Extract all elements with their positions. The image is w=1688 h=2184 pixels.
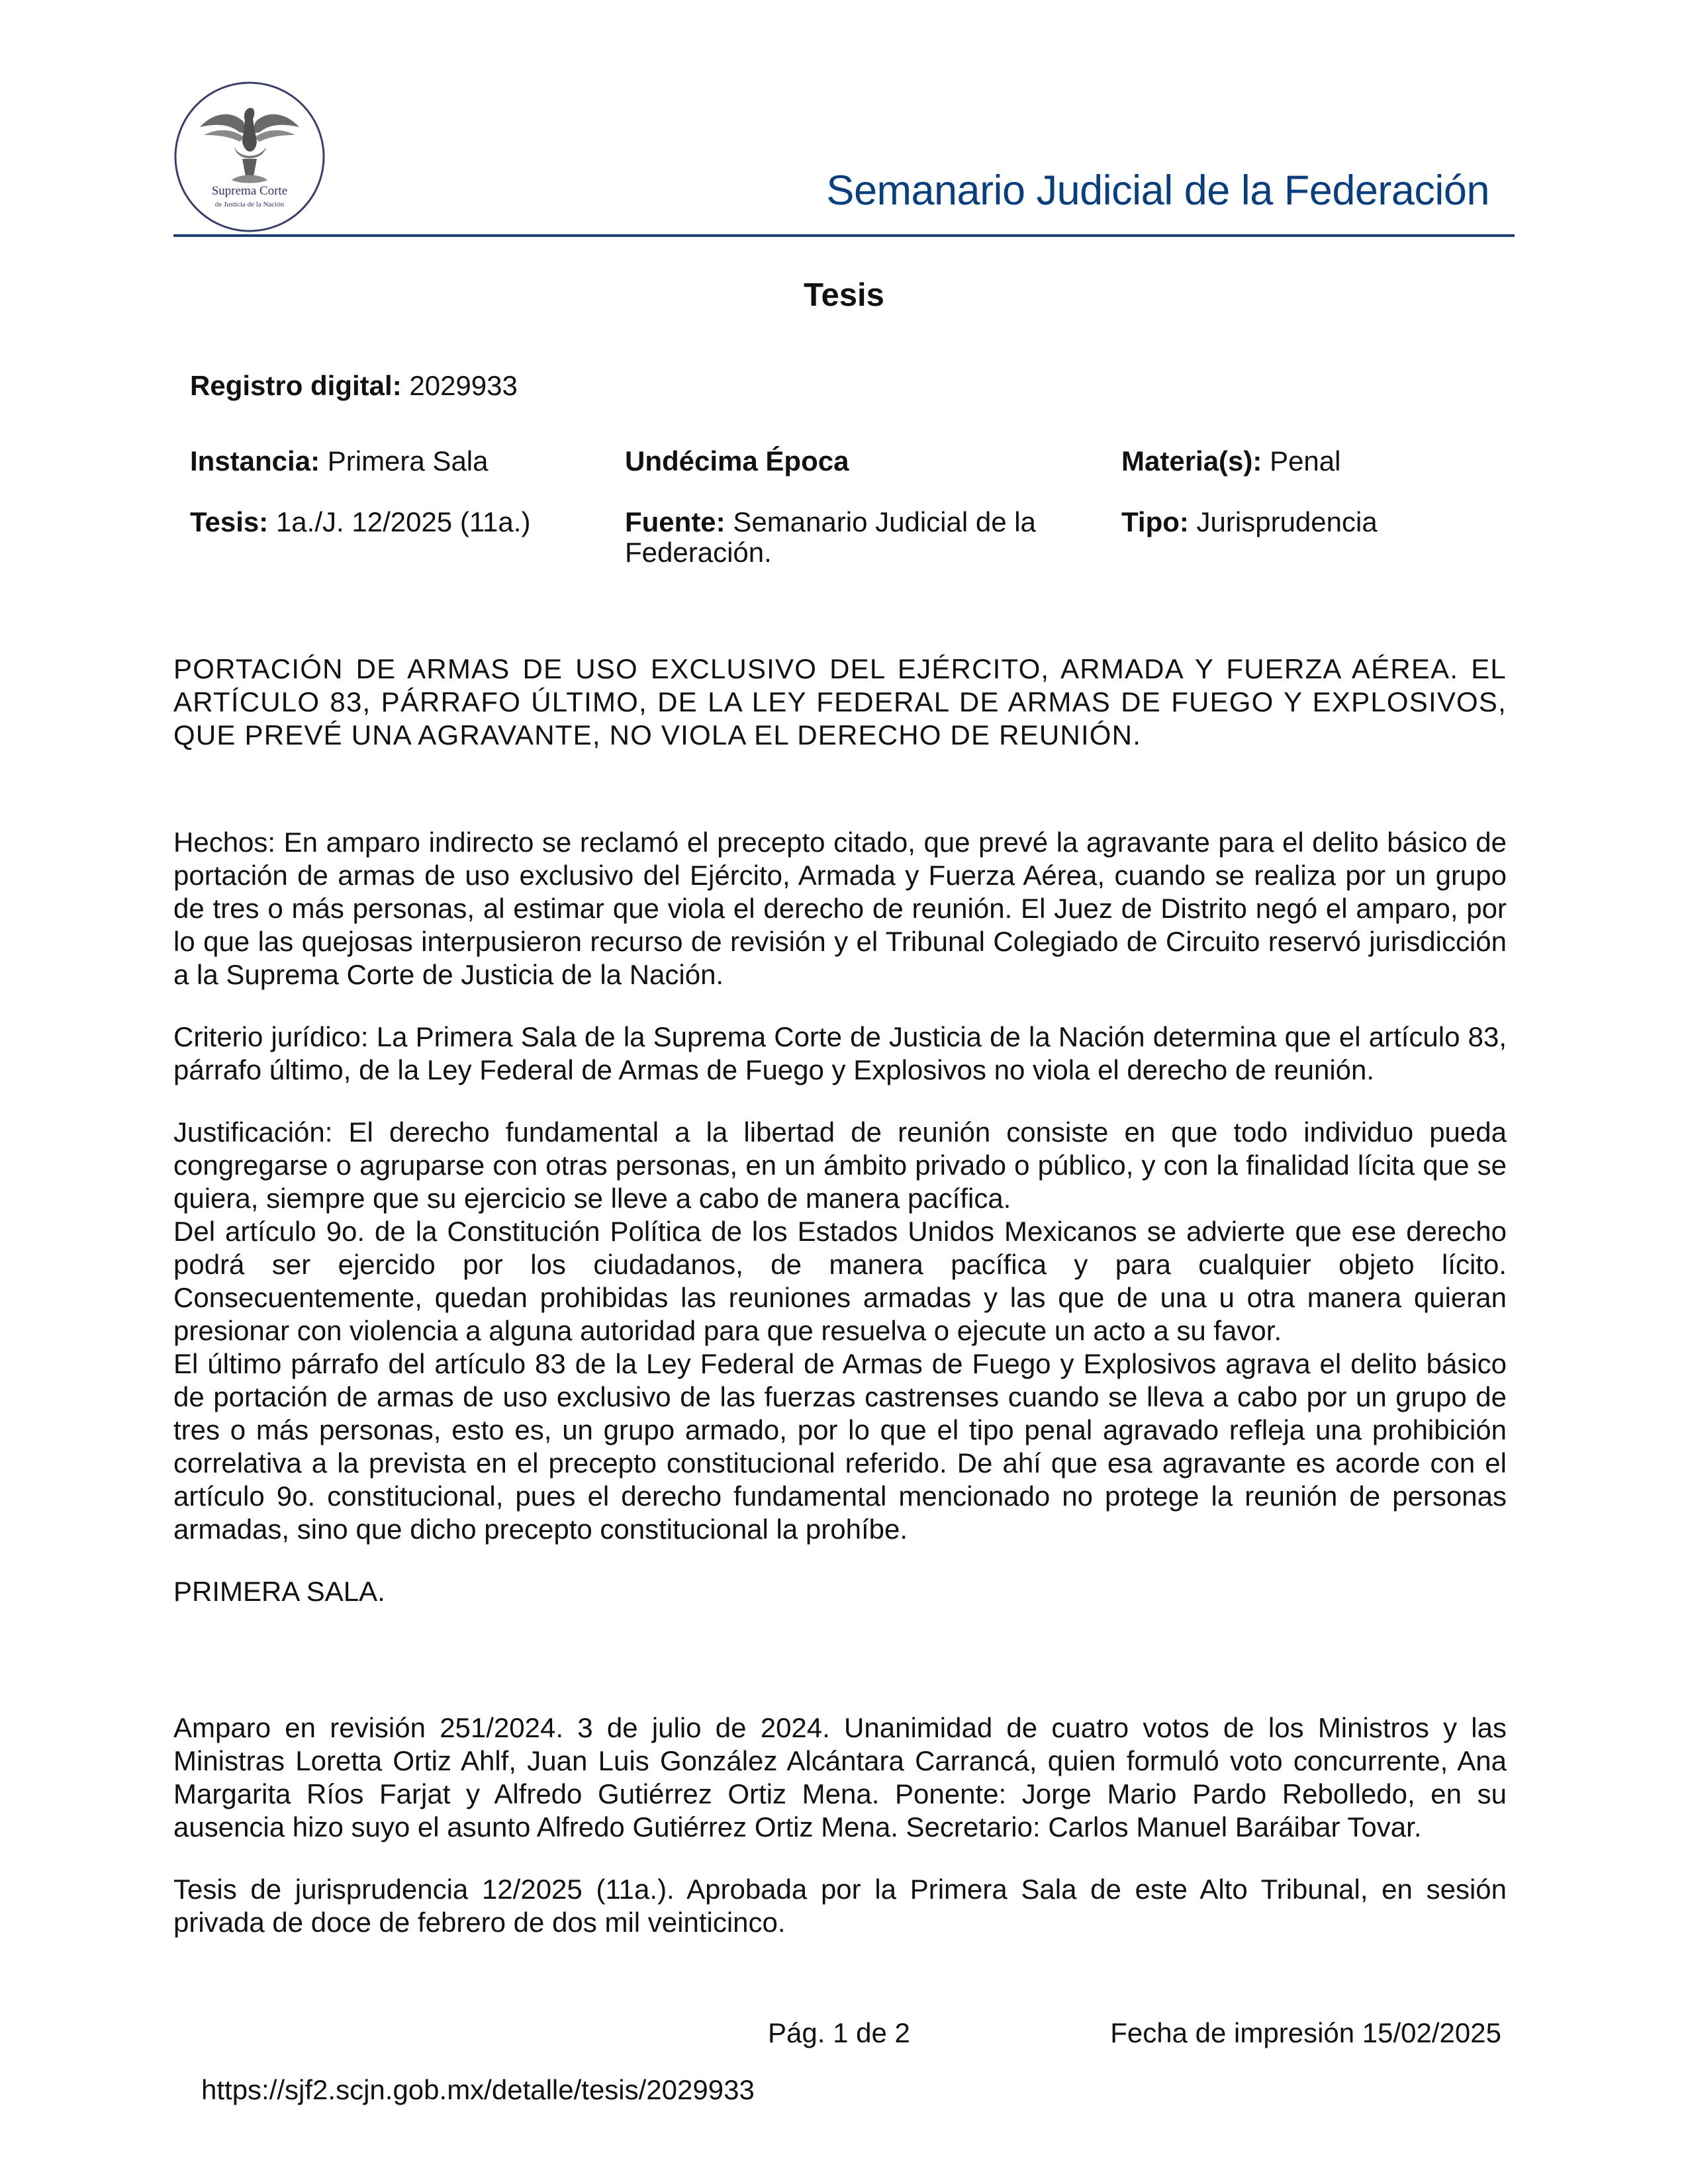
eagle-emblem-icon xyxy=(173,81,326,233)
epoca-value: Undécima Época xyxy=(625,445,849,477)
scjn-logo xyxy=(173,81,326,233)
criterio-paragraph: Criterio jurídico: La Primera Sala de la Suprema Corte de Justicia de la Nación determina que el artículo 83, párrafo último, de la Ley Federal de Armas de Fuego y Explosivos no viola el derecho de reunión. xyxy=(173,1021,1507,1085)
instancia-value: Primera Sala xyxy=(327,445,489,477)
tesis-value: 1a./J. 12/2025 (11a.) xyxy=(275,506,531,537)
precedente-paragraph: Amparo en revisión 251/2024. 3 de julio de 2024. Unanimidad de cuatro votos de los Ministros y las Ministras Loretta Ortiz Ahlf, Juan Luis González Alcántara Carrancá, quien formuló voto concurrente, Ana Margarita Ríos Farjat y Alfredo Gutiérrez Ortiz Mena. Ponente: Jorge Mario Pardo Rebolledo, en su ausencia hizo suyo el asunto Alfredo Gutiérrez Ortiz Mena. Secretario: Carlos Manuel Baráibar Tovar. xyxy=(173,1712,1507,1843)
registro-value: 2029933 xyxy=(409,370,518,401)
tipo-label: Tipo: xyxy=(1121,506,1189,537)
aprobacion-paragraph: Tesis de jurisprudencia 12/2025 (11a.). Aprobada por la Primera Sala de este Alto Tribunal, en sesión privada de doce de febrero de dos mil veinticinco. xyxy=(173,1874,1507,1938)
logo-line1: Suprema Corte xyxy=(211,184,288,198)
page-number: Pág. 1 de 2 xyxy=(768,2017,910,2048)
thesis-subject: PORTACIÓN DE ARMAS DE USO EXCLUSIVO DEL EJÉRCITO, ARMADA Y FUERZA AÉREA. EL ARTÍCULO 83, PÁRRAFO ÚLTIMO, DE LA LEY FEDERAL DE ARMAS DE FUEGO Y EXPLOSIVOS, QUE PREVÉ UNA AGRAVANTE, NO VIOLA EL DERECHO DE REUNIÓN. xyxy=(173,653,1507,751)
materia xyxy=(1121,446,1340,477)
print-date: Fecha de impresión 15/02/2025 xyxy=(1110,2017,1501,2048)
materia-value: Penal xyxy=(1270,445,1341,477)
instancia-label: Instancia: xyxy=(190,445,320,477)
justificacion-paragraph-1: Justificación: El derecho fundamental a la libertad de reunión consiste en que todo individuo pueda congregarse o agruparse con otras personas, en un ámbito privado o público, y con la finalidad lícita que se quiera, siempre que su ejercicio se lleve a cabo de manera pacífica. xyxy=(173,1116,1507,1214)
justificacion-paragraph-2: Del artículo 9o. de la Constitución Política de los Estados Unidos Mexicanos se advierte que ese derecho podrá ser ejercido por los ciudadanos, de manera pacífica y para cualquier objeto lícito. Consecuentemente, quedan prohibidas las reuniones armadas y las que de una u otra manera quieran presionar con violencia a alguna autoridad para que resuelva o ejecute un acto a su favor. xyxy=(173,1216,1507,1346)
thesis-body xyxy=(173,826,1507,1608)
instancia xyxy=(190,446,489,477)
logo-line2: de Justicia de la Nación xyxy=(214,201,285,208)
registro-digital xyxy=(190,371,518,401)
thesis-precedent xyxy=(173,1711,1507,1939)
document-title: Tesis xyxy=(804,277,884,313)
materia-label: Materia(s): xyxy=(1121,445,1262,477)
justificacion-paragraph-3: El último párrafo del artículo 83 de la Ley Federal de Armas de Fuego y Explosivos agrava el delito básico de portación de armas de uso exclusivo de las fuerzas castrenses cuando se lleva a cabo por un grupo de tres o más personas, esto es, un grupo armado, por lo que el tipo penal agravado refleja una prohibición correlativa a la prevista en el precepto constitucional referido. De ahí que esa agravante es acorde con el artículo 9o. constitucional, pues el derecho fundamental mencionado no protege la reunión de personas armadas, sino que dicho precepto constitucional la prohíbe. xyxy=(173,1348,1507,1545)
header-divider xyxy=(173,234,1515,237)
tesis-numero xyxy=(190,507,530,537)
hechos-paragraph: Hechos: En amparo indirecto se reclamó el precepto citado, que prevé la agravante para el delito básico de portación de armas de uso exclusivo del Ejército, Armada y Fuerza Aérea, cuando se realiza por un grupo de tres o más personas, al estimar que viola el derecho de reunión. El Juez de Distrito negó el amparo, por lo que las quejosas interpusieron recurso de revisión y el Tribunal Colegiado de Circuito reservó jurisdicción a la Suprema Corte de Justicia de la Nación. xyxy=(173,827,1507,990)
tipo xyxy=(1121,507,1378,537)
sala-line: PRIMERA SALA. xyxy=(173,1576,385,1607)
publication-title: Semanario Judicial de la Federación xyxy=(826,167,1489,214)
fuente-label: Fuente: xyxy=(625,506,726,537)
tesis-label: Tesis: xyxy=(190,506,269,537)
registro-label: Registro digital: xyxy=(190,370,402,401)
tipo-value: Jurisprudencia xyxy=(1196,506,1378,537)
fuente-value: Semanario Judicial de la Federación. xyxy=(625,506,1036,568)
epoca xyxy=(625,446,849,477)
source-url[interactable]: https://sjf2.scjn.gob.mx/detalle/tesis/2029933 xyxy=(201,2074,755,2105)
fuente xyxy=(625,507,1088,568)
